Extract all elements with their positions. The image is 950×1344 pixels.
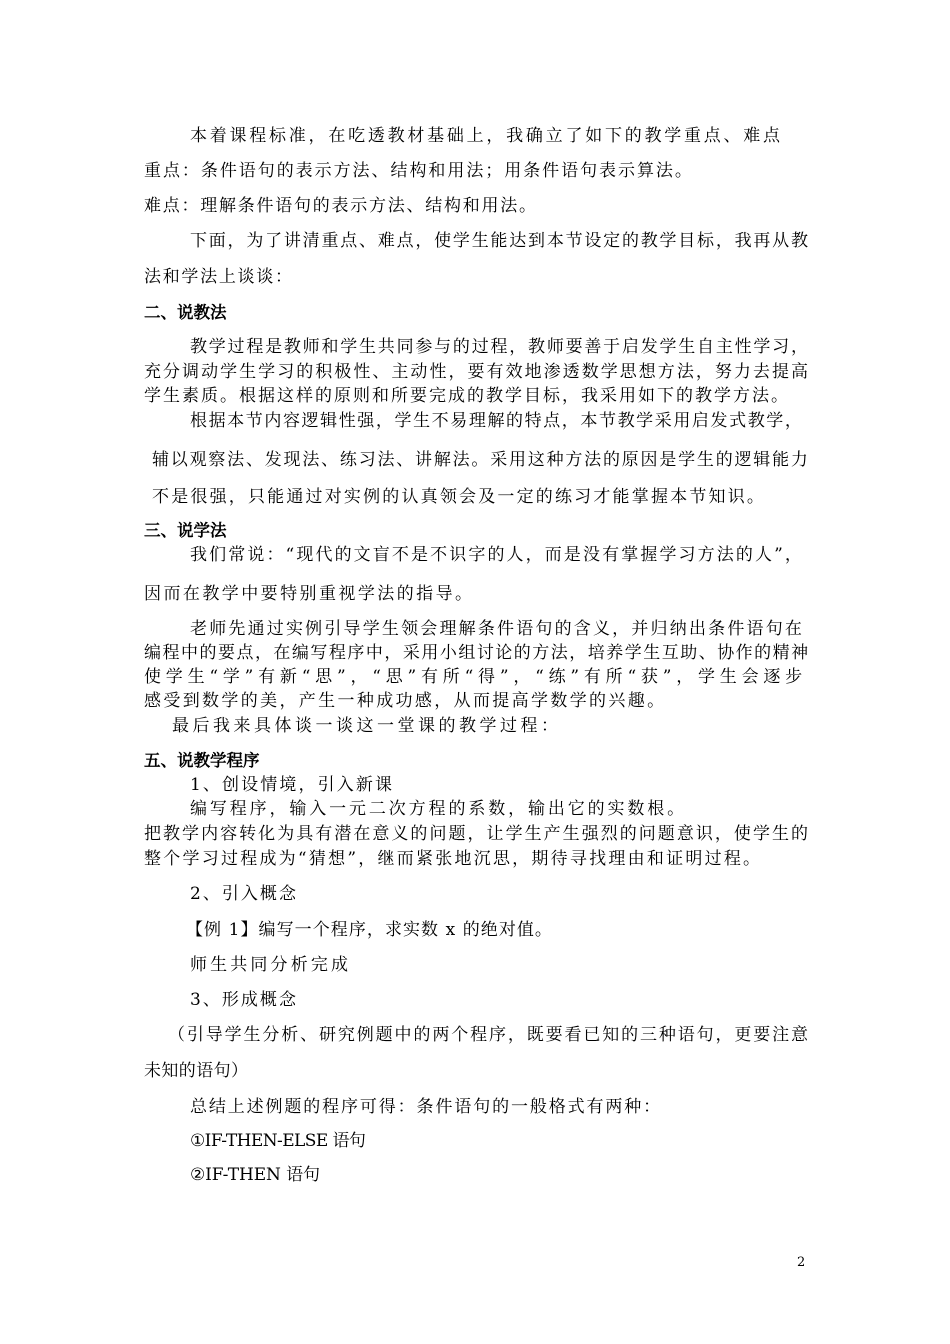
- paragraph-line: ②IF-THEN 语句: [190, 1165, 320, 1185]
- paragraph-line: 总结上述例题的程序可得：条件语句的一般格式有两种：: [190, 1097, 662, 1117]
- paragraph-line: 【例 1】编写一个程序，求实数 x 的绝对值。: [186, 920, 553, 940]
- paragraph-line: 老师先通过实例引导学生领会理解条件语句的含义，并归纳出条件语句在: [190, 619, 805, 639]
- paragraph-line: 辅以观察法、发现法、练习法、讲解法。采用这种方法的原因是学生的逻辑能力: [152, 450, 810, 470]
- paragraph-line: 整个学习过程成为“猜想”，继而紧张地沉思，期待寻找理由和证明过程。: [144, 849, 763, 869]
- paragraph-line: 下面，为了讲清重点、难点，使学生能达到本节设定的教学目标，我再从教: [190, 231, 810, 251]
- paragraph-line: 编写程序，输入一元二次方程的系数，输出它的实数根。: [190, 799, 687, 819]
- paragraph-line: 学生素质。根据这样的原则和所要完成的教学目标，我采用如下的教学方法。: [144, 386, 790, 406]
- paragraph-line: 充分调动学生学习的积极性、主动性，要有效地渗透数学思想方法，努力去提高: [144, 362, 811, 382]
- paragraph-line: 本着课程标准，在吃透教材基础上，我确立了如下的教学重点、难点: [190, 126, 783, 146]
- paragraph-line: 不是很强，只能通过对实例的认真领会及一定的练习才能掌握本节知识。: [152, 487, 767, 507]
- paragraph-line: 师生共同分析完成: [190, 955, 352, 975]
- paragraph-line: 1、创设情境，引入新课: [190, 775, 395, 795]
- section-heading: 五、说教学程序: [144, 751, 260, 770]
- paragraph-line: 未知的语句）: [144, 1061, 249, 1081]
- page-number: 2: [797, 1255, 806, 1270]
- paragraph-line: 感受到数学的美，产生一种成功感，从而提高学数学的兴趣。: [144, 691, 667, 711]
- paragraph-line: 根据本节内容逻辑性强，学生不易理解的特点，本节教学采用启发式教学，: [190, 411, 804, 431]
- paragraph-line: 法和学法上谈谈：: [144, 267, 294, 287]
- paragraph-line: 3、形成概念: [190, 990, 298, 1010]
- paragraph-line: （引导学生分析、研究例题中的两个程序，既要看已知的三种语句，更要注意: [168, 1025, 810, 1045]
- paragraph-line: 我们常说：“现代的文盲不是不识字的人，而是没有掌握学习方法的人”，: [190, 545, 805, 565]
- paragraph-line: 难点：理解条件语句的表示方法、结构和用法。: [144, 196, 538, 216]
- paragraph-line: 编程中的要点，在编写程序中，采用小组讨论的方法，培养学生互助、协作的精神: [144, 643, 810, 663]
- paragraph-line: 2、引入概念: [190, 884, 298, 904]
- section-heading: 二、说教法: [144, 303, 227, 322]
- paragraph-line: 使学生“学”有新“思”，“思”有所“得”，“练”有所“获”，学生会逐步: [144, 667, 807, 687]
- paragraph-line: ①IF-THEN-ELSE 语句: [190, 1131, 366, 1151]
- section-heading: 三、说学法: [144, 521, 227, 540]
- paragraph-line: 把教学内容转化为具有潜在意义的问题，让学生产生强烈的问题意识，使学生的: [144, 824, 811, 844]
- paragraph-line: 因而在教学中要特别重视学法的指导。: [144, 584, 475, 604]
- paragraph-line: 重点：条件语句的表示方法、结构和用法；用条件语句表示算法。: [144, 161, 694, 181]
- paragraph-line: 最后我来具体谈一谈这一堂课的教学过程：: [172, 716, 562, 736]
- paragraph-line: 教学过程是教师和学生共同参与的过程，教师要善于启发学生自主性学习，: [190, 337, 810, 357]
